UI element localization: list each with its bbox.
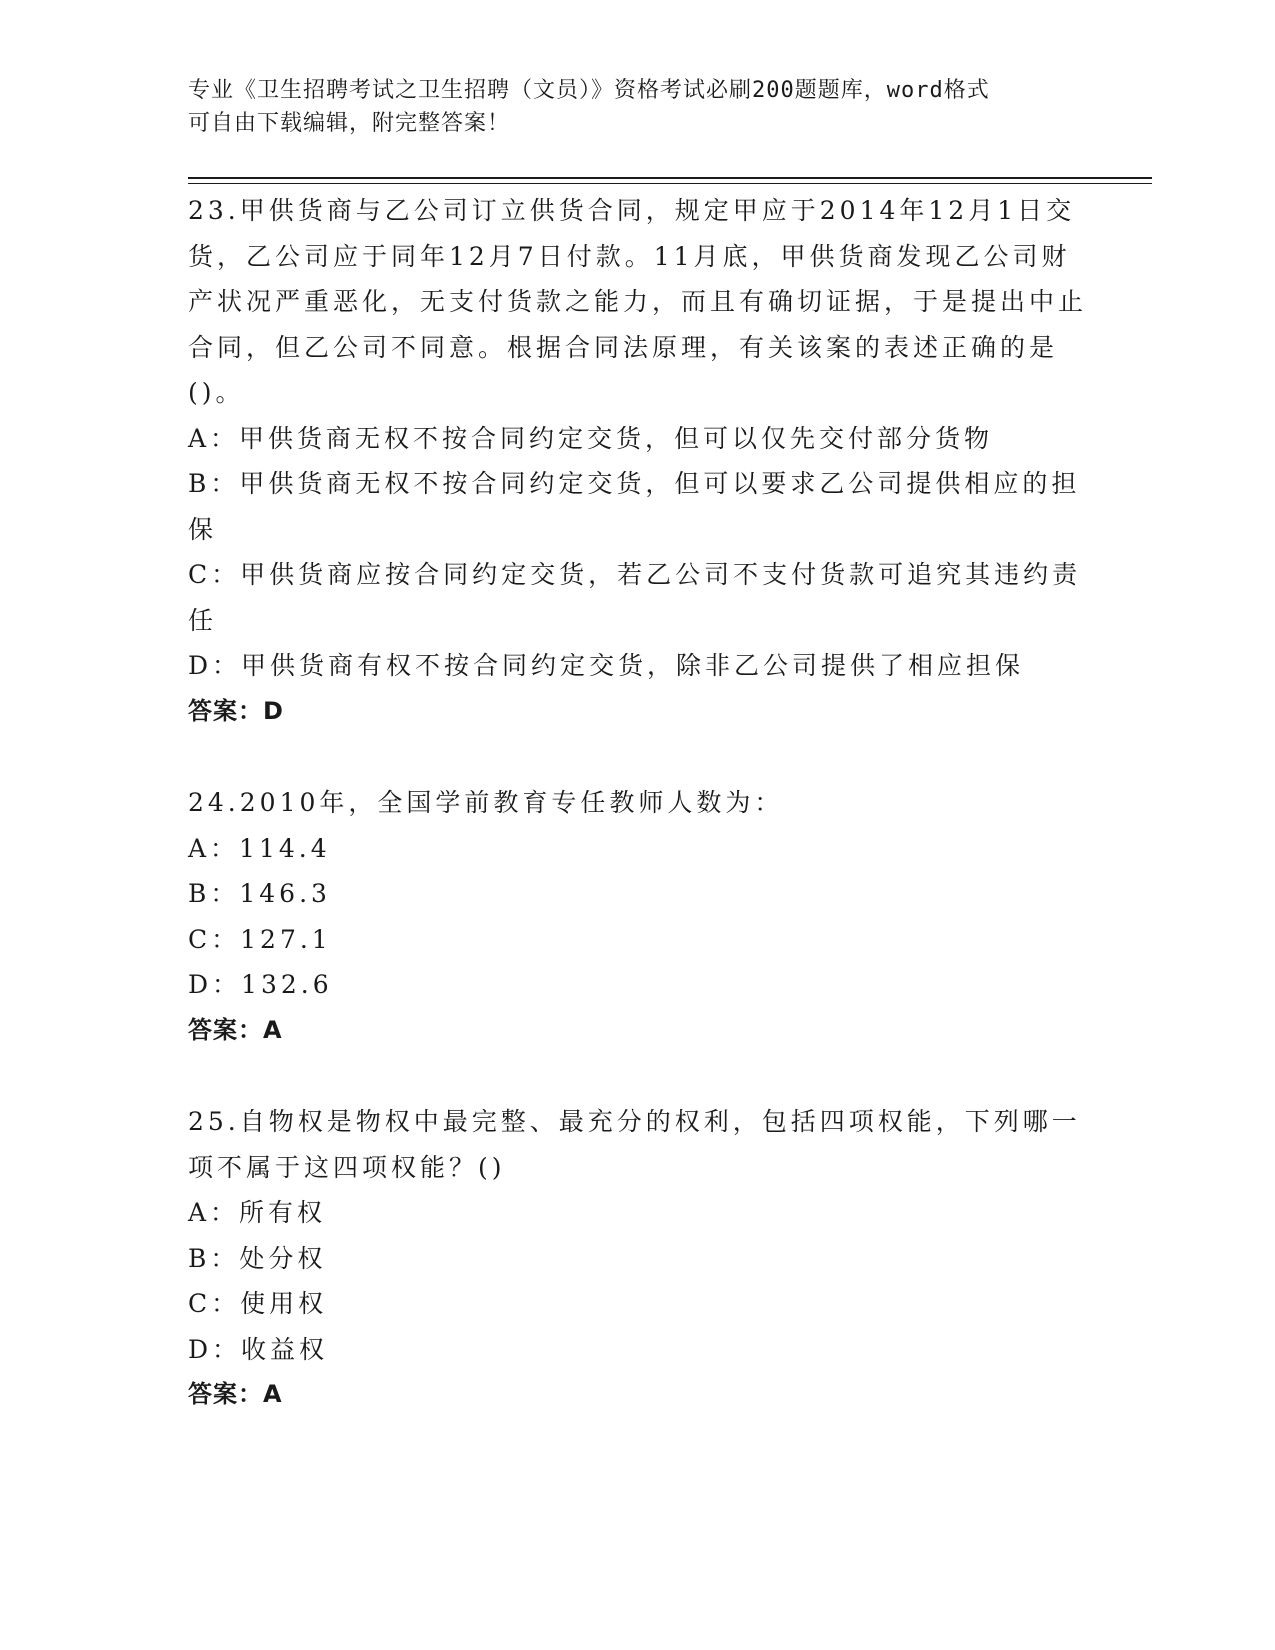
option-b: B：甲供货商无权不按合同约定交货，但可以要求乙公司提供相应的担保 [188, 469, 1081, 544]
header-line-1: 专业《卫生招聘考试之卫生招聘（文员）》资格考试必刷200题题库，word格式 [188, 78, 990, 103]
option-d: D：收益权 [188, 1334, 329, 1364]
header-line-2: 可自由下载编辑，附完整答案！ [188, 111, 511, 136]
header-divider-thick [188, 177, 1152, 179]
question-24 [188, 780, 1088, 1053]
option-a: A：所有权 [188, 1198, 327, 1227]
option-c: C：127.1 [188, 924, 332, 954]
question-stem: 25.自物权是物权中最完整、最充分的权利，包括四项权能，下列哪一项不属于这四项权能？() [188, 1107, 1081, 1182]
option-a: A：甲供货商无权不按合同约定交货，但可以仅先交付部分货物 [188, 423, 994, 453]
option-b: B：处分权 [188, 1243, 327, 1273]
answer-line: 答案：D [188, 696, 284, 725]
document-header [188, 74, 1078, 140]
answer-line: 答案：A [188, 1380, 283, 1408]
option-c: C：甲供货商应按合同约定交货，若乙公司不支付货款可追究其违约责任 [188, 560, 1082, 635]
answer-line: 答案：A [188, 1015, 283, 1044]
option-d: D：甲供货商有权不按合同约定交货，除非乙公司提供了相应担保 [188, 651, 1025, 680]
question-23 [188, 188, 1088, 734]
question-25 [188, 1099, 1088, 1418]
option-b: B：146.3 [188, 879, 331, 908]
option-a: A：114.4 [188, 833, 331, 863]
question-list [188, 188, 1088, 1464]
option-c: C：使用权 [188, 1289, 328, 1318]
question-stem: 24.2010年，全国学前教育专任教师人数为： [188, 788, 784, 817]
option-d: D：132.6 [188, 970, 333, 999]
question-stem: 23.甲供货商与乙公司订立供货合同，规定甲应于2014年12月1日交货，乙公司应于同年12月7日付款。11月底，甲供货商发现乙公司财产状况严重恶化，无支付货款之能力，而且有确切证据，于是提出中止合同，但乙公司不同意。根据合同法原理，有关该案的表述正确的是()。 [188, 196, 1088, 407]
header-divider-thin [188, 183, 1152, 184]
